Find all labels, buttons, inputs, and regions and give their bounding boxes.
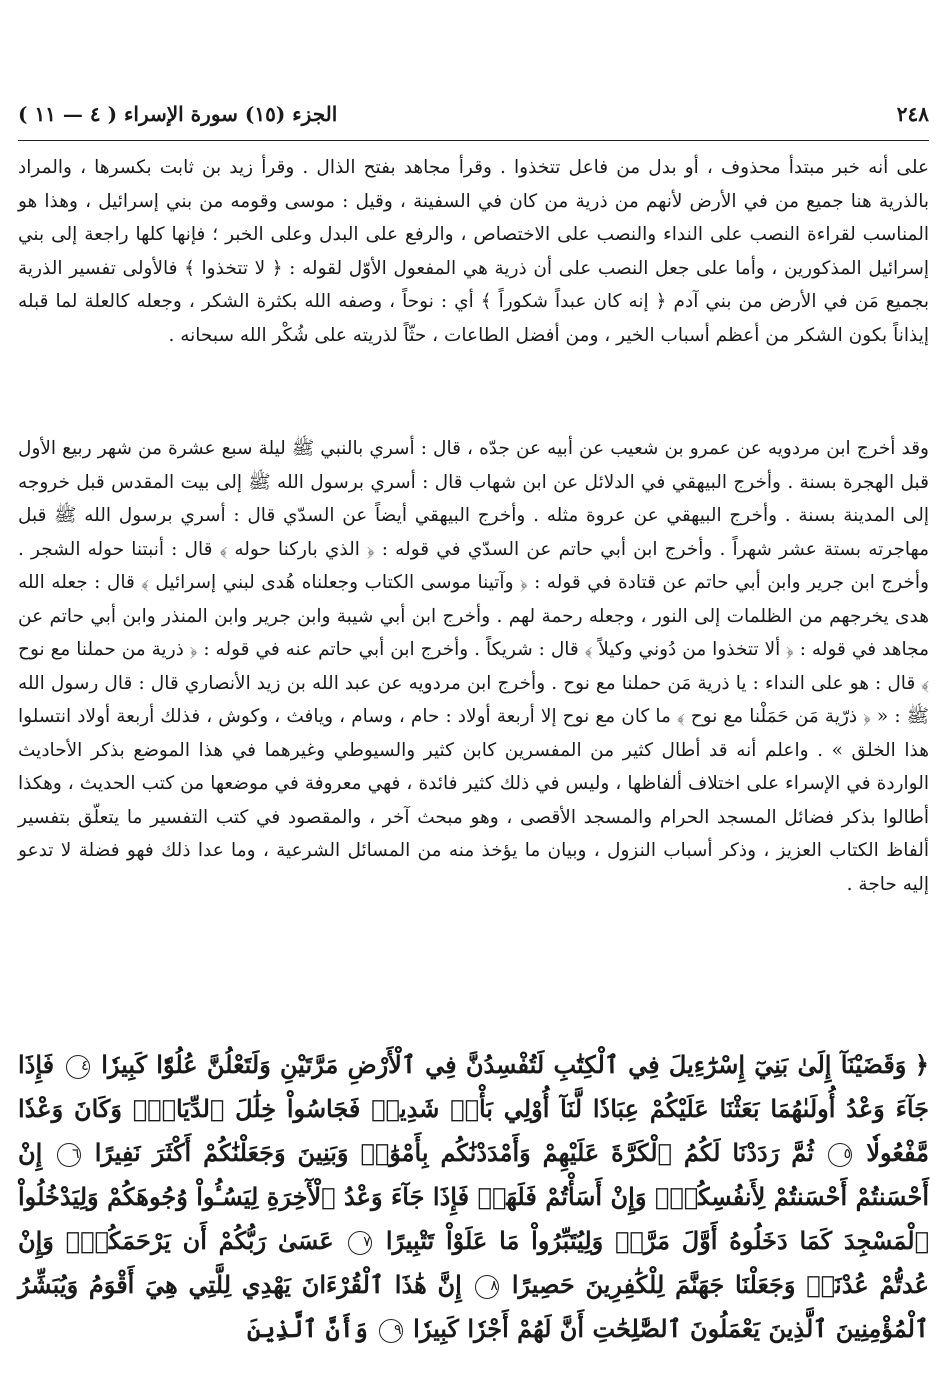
page-header	[18, 94, 929, 134]
verses-text	[18, 1043, 929, 1351]
commentary-text: وقد أخرج ابن مردويه عن عمرو بن شعيب عن أبيه عن جدّه ، قال : أسري بالنبي ﷺ ليلة سبع عشرة من شهر ربيع الأول قبل الهجرة بسنة . وأخرج البيهقي في الدلائل عن ابن شهاب قال : أسري برسول الله ﷺ إلى بيت المقدس قبل خروجه إلى المدينة بسنة . وأخرج البيهقي عن عروة مثله . وأخرج البيهقي أيضاً عن السدّي قال : أسري برسول الله ﷺ قبل مهاجرته بستة عشر شهراً . وأخرج ابن أبي حاتم عن السدّي في قوله : ﴿ الذي باركنا حوله ﴾ قال : أنبتنا حوله الشجر . وأخرج ابن جرير وابن أبي حاتم عن قتادة في قوله : ﴿ وآتينا موسى الكتاب وجعلناه هُدى لبني إسرائيل ﴾ قال : جعله الله هدى يخرجهم من الظلمات إلى النور ، وجعله رحمة لهم . وأخرج ابن أبي شيبة وابن جرير وابن المنذر وابن أبي حاتم عن مجاهد في قوله : ﴿ ألا تتخذوا من دُوني وكيلاً ﴾ قال : شريكاً . وأخرج ابن أبي حاتم عنه في قوله : ﴿ ذرية من حملنا مع نوح ﴾ قال : هو على النداء : يا ذرية مَن حملنا مع نوح . وأخرج ابن مردويه عن عبد الله بن زيد الأنصاري قال : قال رسول الله ﷺ : « ﴿ ذرّية مَن حَمَلْنا مع نوح ﴾ ما كان مع نوح إلا أربعة أولاد : حام ، وسام ، ويافث ، وكوش ، فذلك أربعة أولاد انتسلوا هذا الخلق » . واعلم أنه قد أطال كثير من المفسرين كابن كثير والسيوطي وغيرهما في هذا الموضع بذكر الأحاديث الواردة في الإسراء على اختلاف ألفاظها ، وليس في ذلك كثير فائدة ، فهي معروفة في موضعها من كتب الحديث ، وهكذا أطالوا بذكر فضائل المسجد الحرام والمسجد الأقصى ، وهو مبحث آخر ، والمقصود في كتب التفسير ما يتعلّق بتفسير ألفاظ الكتاب العزيز ، وذكر أسباب النزول ، وبيان ما يؤخذ منه من المسائل الشرعية ، وما عدا ذلك فهو فضلة لا تدعو إليه حاجة .	[18, 438, 929, 895]
verse-number-marker: ٧	[348, 1231, 372, 1255]
verse-8: عَسَىٰ رَبُّكُمْ أَن يَرْحَمَكُمْۚ وَإِنْ عُدتُّمْ عُدْنَاۘ وَجَعَلْنَا جَهَنَّمَ لِلْكَٰفِرِينَ حَصِيرًا	[18, 1226, 929, 1299]
quran-verses-block	[18, 1043, 929, 1351]
running-title: الجزء (١٥) سورة الإسراء ( ٤ — ١١ )	[18, 102, 338, 126]
verse-number-marker: ٨	[475, 1275, 499, 1299]
verse-number-marker: ٩	[379, 1319, 403, 1343]
verse-number-marker: ٥	[828, 1143, 852, 1167]
verse-10-start: وَأَنَّ ٱلَّذِينَ	[247, 1314, 368, 1343]
verse-4: وَقَضَيْنَآ إِلَىٰ بَنِيٓ إِسْرَٰٓءِيلَ فِي ٱلْكِتَٰبِ لَتُفْسِدُنَّ فِي ٱلْأَرْضِ مَرَّتَيْنِ وَلَتَعْلُنَّ عُلُوّٗا كَبِيرٗا	[101, 1050, 907, 1079]
page-number: ٢٤٨	[896, 102, 929, 126]
verse-5: فَإِذَا جَآءَ وَعْدُ أُولَىٰهُمَا بَعَثْنَا عَلَيْكُمْ عِبَادٗا لَّنَآ أُوْلِي بَأْسٖ شَدِيدٖ فَجَاسُواْ خِلَٰلَ ٱلدِّيَارِۚ وَكَانَ وَعْدٗا مَّفْعُولٗا	[18, 1050, 929, 1167]
commentary-text: على أنه خبر مبتدأ محذوف ، أو بدل من فاعل تتخذوا . وقرأ مجاهد بفتح الذال . وقرأ زيد بن ثابت بكسرها ، والمراد بالذرية هنا جميع من في الأرض لأنهم من ذرية من كان في السفينة ، وقيل : موسى وقومه من بني إسرائيل ، وهذا هو المناسب لقراءة النصب على النداء والنصب على الاختصاص ، والرفع على البدل وعلى الخبر ؛ فإنها كلها راجعة إلى بني إسرائيل المذكورين ، وأما على جعل النصب على أن ذرية هي المفعول الأوّل لقوله : ﴿ لا تتخذوا ﴾ فالأولى تفسير الذرية بجميع مَن في الأرض من بني آدم ﴿ إنه كان عبداً شكوراً ﴾ أي : نوحاً ، وصفه الله بكثرة الشكر ، وجعله كالعلة لما قبله إيذاناً بكون الشكر من أعظم أسباب الخير ، ومن أفضل الطاعات ، حثّاً لذريته على شُكْر الله سبحانه .	[18, 157, 929, 346]
verse-9: إِنَّ هَٰذَا ٱلْقُرْءَانَ يَهْدِي لِلَّتِي هِيَ أَقْوَمُ وَيُبَشِّرُ ٱلْمُؤْمِنِينَ ٱلَّذِينَ يَعْمَلُونَ ٱلصَّٰلِحَٰتِ أَنَّ لَهُمْ أَجْرٗا كَبِيرٗا	[18, 1270, 929, 1343]
verse-number-marker: ٤	[66, 1055, 90, 1079]
verse-number-marker: ٦	[57, 1143, 81, 1167]
verse-6: ثُمَّ رَدَدْنَا لَكُمُ ٱلْكَرَّةَ عَلَيْهِمْ وَأَمْدَدْنَٰكُم بِأَمْوَٰلٖ وَبَنِينَ وَجَعَلْنَٰكُمْ أَكْثَرَ نَفِيرًا	[94, 1138, 814, 1167]
commentary-paragraph-1	[18, 151, 929, 352]
ornate-bracket: ﴿	[914, 1050, 929, 1079]
header-divider	[18, 140, 929, 141]
verse-7: إِنْ أَحْسَنتُمْ أَحْسَنتُمْ لِأَنفُسِكُمْۖ وَإِنْ أَسَأْتُمْ فَلَهَاۚ فَإِذَا جَآءَ وَعْدُ ٱلْأٓخِرَةِ لِيَسُـُٔواْ وُجُوهَكُمْ وَلِيَدْخُلُواْ ٱلْمَسْجِدَ كَمَا دَخَلُوهُ أَوَّلَ مَرَّةٖ وَلِيُتَبِّرُواْ مَا عَلَوْاْ تَتْبِيرًا	[18, 1138, 929, 1255]
commentary-paragraph-2	[18, 432, 929, 901]
